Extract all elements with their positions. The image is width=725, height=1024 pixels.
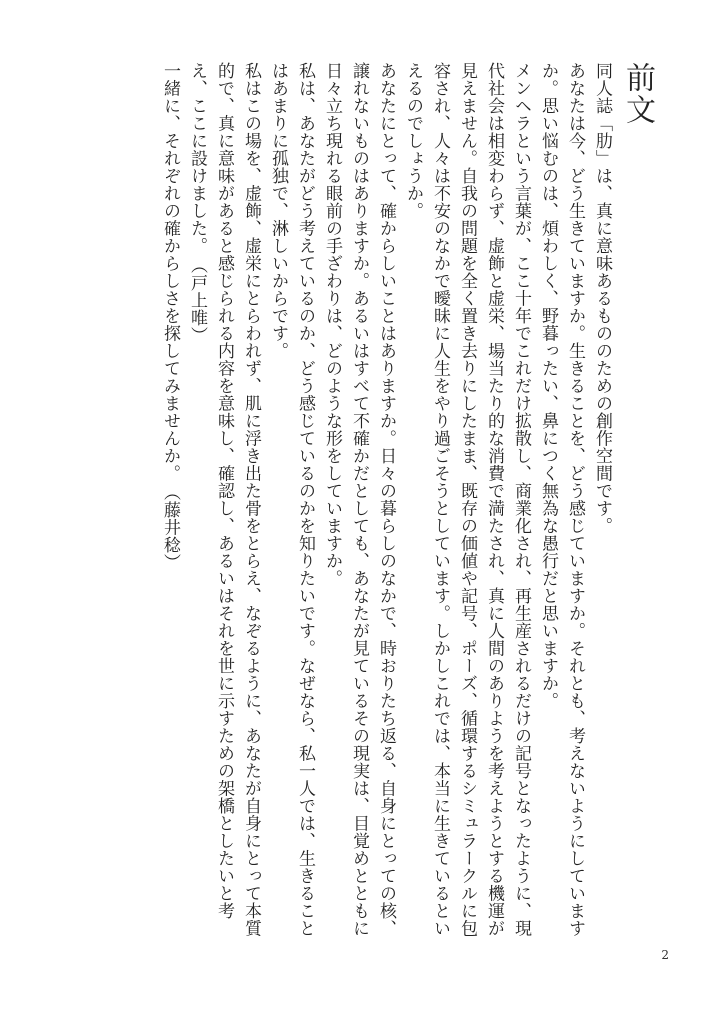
paragraph-2: [534, 62, 588, 942]
paragraph-3: [399, 62, 534, 942]
paragraph-text: メンヘラという言葉が、ここ十年でこれだけ拡散し、商業化され、再生産されるだけの記号となったように、現代社会は相変わらず、虚飾と虚栄、場当たり的な消費で満たされ、真に人間のありようを考えようとする機運が見えません。自我の問題を全く置き去りにしたまま、既存の価値や記号、ポーズ、循環するシミュラークルに包容され、人々は不安のなかで曖昧に人生をやり過ごそうとしています。しかしこれでは、本当に生きているといえるのでしょうか。: [403, 62, 531, 937]
paragraph-text: 同人誌「肋」は、真に意味あるもののための創作空間です。: [592, 62, 612, 535]
paragraph-5: [264, 62, 318, 942]
paragraph-7: [156, 62, 183, 942]
vertical-text-body: [156, 62, 659, 942]
paragraph-text: あなたにとって、確からしいことはありますか。日々の暮らしのなかで、時おりたち返る、自身にとっての核、譲れないものはありますか。あるいはすべて不確かだとしても、あなたが見ているその現実は、目覚めとともに日々立ち現れる眼前の手ざわりは、どのような形をしていますか。: [322, 62, 396, 937]
paragraph-text: 私は、あなたがどう考えているのか、どう感じているのかを知りたいです。なぜなら、私一人では、生きることはあまりに孤独で、淋しいからです。: [268, 62, 315, 937]
paragraph-text: あなたは今、どう生きていますか。生きることを、どう感じていますか。それとも、考えないようにしていますか。思い悩むのは、煩わしく、野暮ったい、鼻につく無為な愚行だと思いますか。: [538, 62, 585, 937]
author-signature-fujii: （藤井稔）: [160, 492, 180, 572]
paragraph-4: [318, 62, 399, 942]
page-title: 前文: [620, 62, 655, 126]
page-number: 2: [661, 948, 669, 962]
paragraph-1: [588, 62, 615, 942]
paragraph-text: 私はこの場を、虚飾、虚栄にとらわれず、肌に浮き出た骨をとらえ、なぞるように、あなたが自身にとって本質的で、真に意味があると感じられる内容を意味し、確認し、あるいはそれを世に示すための架橋としたいと考え、ここに設けました。: [187, 62, 261, 937]
author-signature-togami: （戸上唯）: [187, 264, 207, 344]
paragraph-6: [183, 62, 264, 942]
paragraph-text: 一緒に、それぞれの確からしさを探してみませんか。: [160, 62, 180, 482]
